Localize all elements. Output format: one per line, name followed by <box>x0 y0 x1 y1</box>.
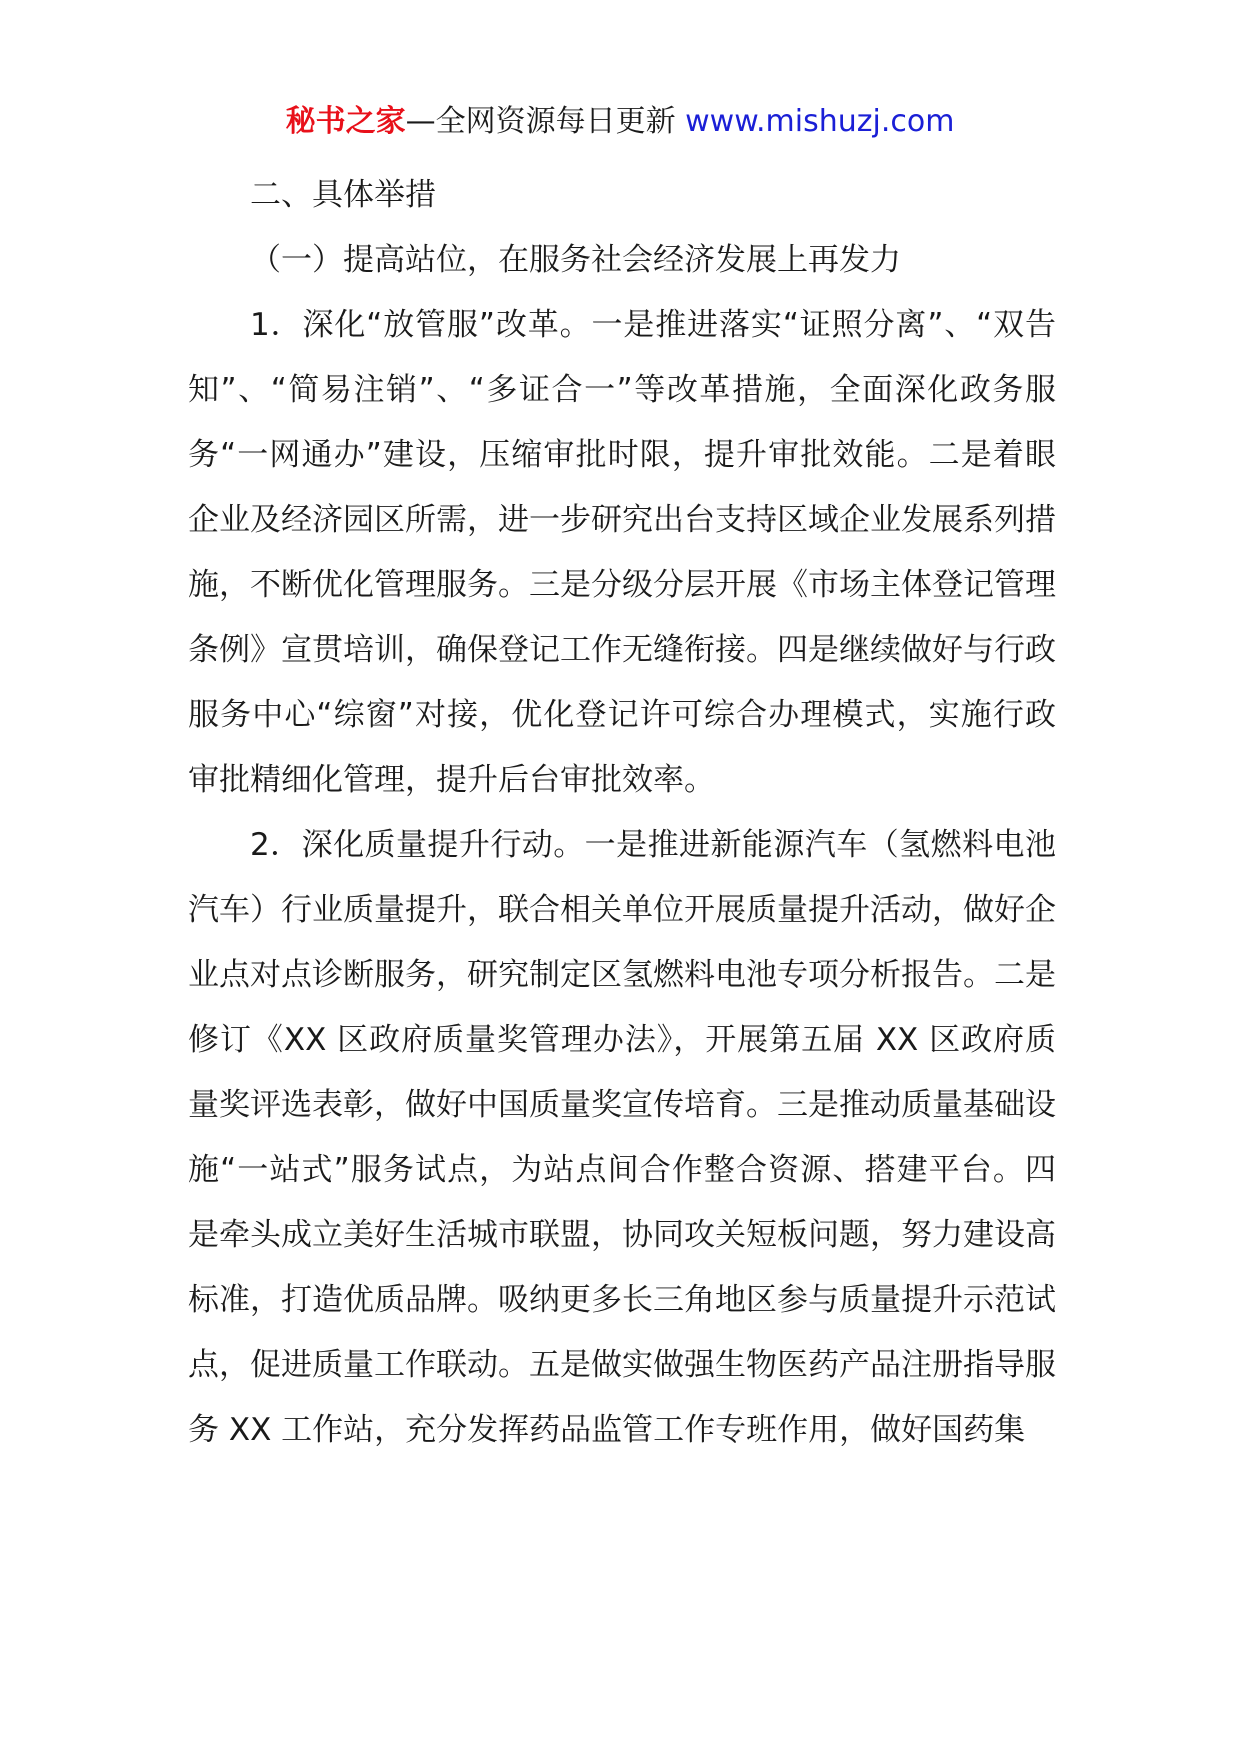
brand-name: 秘书之家 <box>285 104 406 139</box>
website-link[interactable]: www.mishuzj.com <box>685 104 955 139</box>
header-tagline: —全网资源每日更新 <box>405 104 686 139</box>
paragraph-item-1: 1．深化“放管服”改革。一是推进落实“证照分离”、“双告知”、“简易注销”、“多证合一”等改革措施，全面深化政务服务“一网通办”建设，压缩审批时限，提升审批效能。二是着眼企业及经济园区所需，进一步研究出台支持区域企业发展系列措施，不断优化管理服务。三是分级分层开展《市场主体登记管理条例》宣贯培训，确保登记工作无缝衔接。四是继续做好与行政服务中心“综窗”对接，优化登记许可综合办理模式，实施行政审批精细化管理，提升后台审批效率。 <box>188 307 1056 798</box>
document-body <box>188 163 1056 1463</box>
page-header <box>0 100 1240 144</box>
section-heading: 二、具体举措 <box>250 177 436 213</box>
subsection-heading: （一）提高站位，在服务社会经济发展上再发力 <box>250 242 901 278</box>
paragraph-item-2: 2．深化质量提升行动。一是推进新能源汽车（氢燃料电池汽车）行业质量提升，联合相关单位开展质量提升活动，做好企业点对点诊断服务，研究制定区氢燃料电池专项分析报告。二是修订《XX 区政府质量奖管理办法》，开展第五届 XX 区政府质量奖评选表彰，做好中国质量奖宣传培育。三是推动质量基础设施“一站式”服务试点，为站点间合作整合资源、搭建平台。四是牵头成立美好生活城市联盟，协同攻关短板问题，努力建设高标准，打造优质品牌。吸纳更多长三角地区参与质量提升示范试点，促进质量工作联动。五是做实做强生物医药产品注册指导服务 XX 工作站，充分发挥药品监管工作专班作用，做好国药集 <box>188 827 1056 1448</box>
